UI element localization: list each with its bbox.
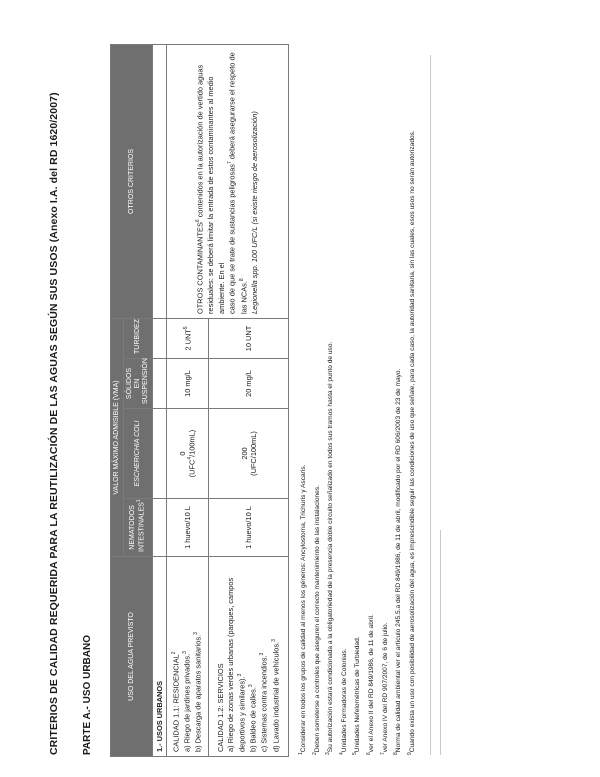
section-row — [153, 44, 167, 756]
footnote: $^9$Cuando exista un uso con posibilidad de aerosolización del agua, es imprescindible seguir las condiciones de uso que señale, para cada caso, la autoridad sanitaria, sin las cuales, esos usos no serán autorizados. — [406, 130, 416, 755]
empty-cell — [153, 318, 167, 358]
footnote: $^1$Considerar en todos los grupos de calidad al menos los géneros: Ancylostoma, Trichuris y Ascaris. — [298, 464, 308, 755]
empty-cell — [153, 409, 167, 499]
footnote: $^7$ver Anexo IV del RD 907/2007, de 6 de julio. — [379, 622, 389, 755]
footnote: $^4$Unidades Formadoras de Colonias. — [338, 648, 348, 755]
divider-line — [430, 55, 431, 755]
footnote: $^5$Unidades Nefelométricas de Turbiedad. — [352, 636, 362, 755]
solidos-value: 10 mg/L — [167, 359, 209, 409]
footnote: $^3$Su autorización estará condicionada a la obligatoriedad de la presencia doble circuito señalizado en todos sus tramos hasta el punto de uso. — [325, 341, 335, 755]
footnotes — [296, 55, 418, 755]
part-heading: PARTE A.- USO URBANO — [82, 635, 93, 755]
document-title: CRITERIOS DE CALIDAD REQUERIDA PARA LA REUTILIZACIÓN DE LAS AGUAS SEGÚN SUS USOS (Anexo I.A. del RD 1620/2007) — [48, 92, 60, 755]
solidos-value: 20 mg/L — [209, 359, 289, 409]
legionella-text: Legionella spp. 100 UFC/L (si existe riesgo de aerosolización) — [249, 111, 259, 314]
empty-cell — [153, 44, 167, 318]
footnote: $^6$ver el Anexo II del RD 849/1986, de 11 de abril. — [365, 614, 376, 755]
sustancias-peligrosas-text: caso de que se trate de sustancias peligrosas$^7$ deberá asegurarse el respeto de las NCAs.$^8$ — [227, 52, 249, 314]
empty-cell — [153, 499, 167, 557]
ecoli-value: 200 (UFC/100mL) — [209, 409, 289, 499]
section-usos-urbanos: 1.- USOS URBANOS — [153, 557, 167, 757]
header-turbidez: TURBIDEZ — [124, 318, 153, 358]
header-nematodos: NEMATODOS INTESTINALES$^1$ — [124, 499, 153, 557]
turbidez-value: 10 UNT — [209, 318, 289, 358]
empty-cell — [153, 359, 167, 409]
turbidez-value: 2 UNT$^5$ — [167, 318, 209, 358]
nematodos-value: 1 huevo/10 L — [209, 499, 289, 557]
header-otros: OTROS CRITERIOS — [111, 44, 153, 318]
uso-calidad-1-1: CALIDAD 1.1: RESIDENCIAL$^2$ a) Riego de jardines privados.$^3$ b) Descarga de aparatos sanitarios.$^3$ — [167, 557, 209, 757]
nematodos-value: 1 huevo/10 L — [167, 499, 209, 557]
header-vma: VALOR MÁXIMO ADMISIBLE (VMA) — [111, 318, 124, 556]
footnote: $^2$Deben someterse a controles que aseguren el correcto mantenimiento de las instalaciones. — [311, 485, 321, 755]
footnote: $^8$Norma de calidad ambiental ver el artículo 245.5.a del RD 849/1986, de 11 de abril, modificado por el RD 606/2003 de 23 de mayo. — [393, 368, 403, 755]
uso-calidad-1-2: CALIDAD 1.2: SERVICIOS a) Riego de zonas verdes urbanas (parques, campos deportivos y similares).$^3$ b) Baldeo de calles.$^3$ c) Sistemas contra incendios.$^3$ d) Lavado industrial de vehículos.$^3$ — [209, 557, 289, 757]
otros-contaminantes-text: OTROS CONTAMINANTES$^6$ contenidos en la autorización de vertido aguas residuales: se deberá limitar la entrada de estos contaminantes al medio ambiente. En el — [194, 64, 226, 314]
table-row — [167, 44, 209, 756]
header-solidos: SÓLIDOS EN SUSPENSIÓN — [124, 359, 153, 409]
otros-criterios-cell — [167, 44, 289, 318]
quality-criteria-table — [110, 44, 289, 757]
divider-line-short — [440, 530, 441, 755]
header-row-1 — [111, 44, 124, 756]
header-ecoli: ESCHERICHIA COLI — [124, 409, 153, 499]
ecoli-value: 0 (UFC$^4$/100mL) — [167, 409, 209, 499]
header-uso: USO DEL AGUA PREVISTO — [111, 557, 153, 757]
